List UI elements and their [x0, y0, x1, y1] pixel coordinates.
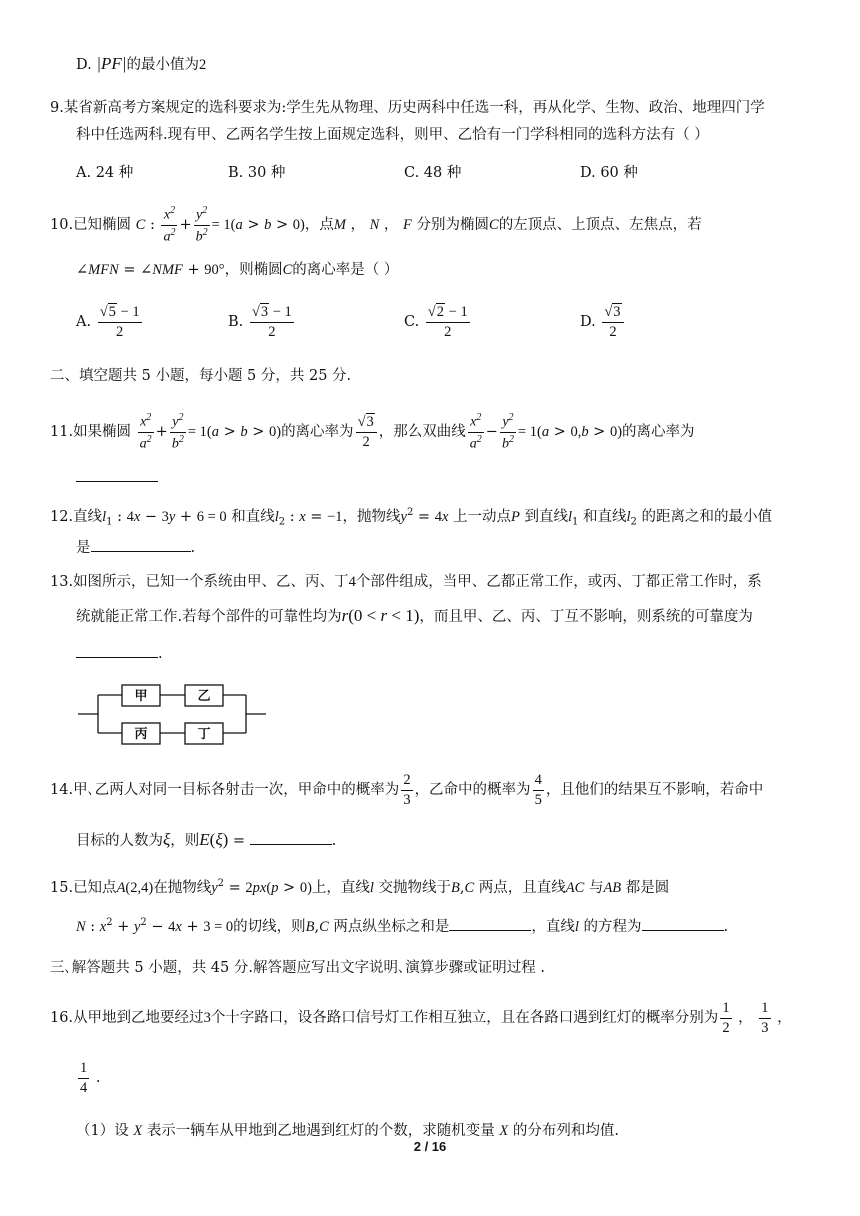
q10-option-a: A. $\frac{√5 - 1}{2}$	[76, 304, 140, 340]
q8-option-d: D. |PF|的最小值为2	[76, 54, 207, 73]
q10-line2: ∠MFN = ∠NMF + 90°，则椭圆C的离心率是（ ）	[76, 262, 399, 278]
q10-option-b: B. $\frac{√3 - 1}{2}$	[228, 304, 292, 340]
component-ding-label: 丁	[197, 727, 211, 742]
q9-option-d: D. 60 种	[580, 165, 638, 181]
frac-y2-b2: $\frac{y^2}{b^2}$	[195, 204, 208, 245]
component-jia-label: 甲	[134, 689, 148, 704]
q9-option-a: A. 24 种	[76, 165, 134, 181]
q9-option-c: C. 48 种	[404, 165, 462, 181]
q13-line2: 统就能正常工作.若每个部件的可靠性均为r(0 < r < 1)，而且甲、乙、丙、丁互不影响，则系统的可靠度为	[76, 606, 753, 625]
component-yi-label: 乙	[197, 689, 211, 704]
q11-answer-blank[interactable]	[76, 467, 158, 488]
q14-line1: 14.甲､乙两人对同一目标各射击一次，甲命中的概率为 $\frac{2}{3}$ ，乙命中的概率为 $\frac{4}{5}$ ，且他们的结果互不影响，若命中	[50, 772, 764, 808]
math-C: C	[135, 217, 146, 233]
page-number: 2 / 16	[413, 1139, 447, 1154]
q13-circuit-diagram	[78, 678, 270, 750]
q12-answer-blank[interactable]	[91, 537, 191, 552]
q15-line2: N : $x^2 + y^2 - 4x + 3 = 0$的切线，则B,C 两点纵坐标之和是 ，直线l 的方程为 .	[76, 917, 729, 935]
q9-line1: 9.某省新高考方案规定的选科要求为:学生先从物理、历史两科中任选一科，再从化学、生物、政治、地理四门学	[50, 100, 765, 116]
q14-answer-blank[interactable]	[250, 830, 332, 845]
section2-heading: 二、填空题共 5 小题，每小题 5 分，共 25 分.	[50, 368, 352, 384]
q13-line1: 13.如图所示，已知一个系统由甲、乙、丙、丁4个部件组成，当甲、乙都正常工作，或丙、丁都正常工作时，系	[50, 574, 762, 590]
q12-line2: 是 .	[76, 537, 195, 558]
q16-line2: $\frac{1}{4}$ .	[80, 1060, 101, 1096]
q9-option-b: B. 30 种	[228, 165, 286, 181]
q13-answer-blank[interactable]: .	[76, 643, 163, 664]
section3-heading: 三､解答题共 5 小题，共 45 分.解答题应写出文字说明､演算步骤或证明过程 .	[50, 960, 545, 976]
frac-x2-a2: $\frac{x^2}{a^2}$	[163, 204, 176, 245]
q9-line2: 科中任选两科.现有甲、乙两名学生按上面规定选科，则甲、乙恰有一门学科相同的选科方法有（ ）	[76, 127, 709, 143]
q15-answer-blank-2[interactable]	[642, 916, 724, 931]
q10-line1: 10.已知椭圆 C : $\frac{x^2}{a^2}$ + $\frac{y^2}{b^2}$ = 1(a > b > 0)，点M ， N ， F 分别为椭圆C的左顶点、上顶点、左焦点，若	[50, 204, 702, 245]
q16-line1: 16.从甲地到乙地要经过3个十字路口，设各路口信号灯工作相互独立，且在各路口遇到红灯的概率分别为 $\frac{1}{2}$ ， $\frac{1}{3}$ ，	[50, 1000, 792, 1036]
q10-option-c: C. $\frac{√2 - 1}{2}$	[404, 304, 468, 340]
q12-line1: 12.直线$l_1$ : 4x − 3y + 6 = 0 和直线$l_2$ : x = −1，抛物线$y^2 = 4x$ 上一动点P 到直线$l_1$ 和直线$l_2$ 的距离之和的最小值	[50, 507, 772, 528]
q15-answer-blank-1[interactable]	[449, 916, 531, 931]
q10-option-d: D. $\frac{√3}{2}$	[580, 300, 626, 344]
q14-line2: 目标的人数为ξ，则E(ξ) = .	[76, 830, 337, 849]
component-bing-label: 丙	[134, 727, 148, 742]
abs-pf: |PF|	[96, 54, 127, 73]
q11-line1: 11.如果椭圆 $\frac{x^2}{a^2}$ + $\frac{y^2}{b^2}$ = 1(a > b > 0)的离心率为 $\frac{√3}{2}$ ，那么双曲线 $\frac{x^2}{a^2}$ − $\frac{y^2}{b^2}$ = 1(a > 0,b > 0)的离心率为	[50, 411, 695, 452]
q16-part1: （1）设 X 表示一辆车从甲地到乙地遇到红灯的个数，求随机变量 X 的分布列和均值.	[76, 1123, 619, 1139]
q15-line1: 15.已知点A(2,4)在抛物线$y^2 = 2px(p > 0)$上，直线l 交抛物线于B,C 两点，且直线AC 与AB 都是圆	[50, 878, 670, 896]
